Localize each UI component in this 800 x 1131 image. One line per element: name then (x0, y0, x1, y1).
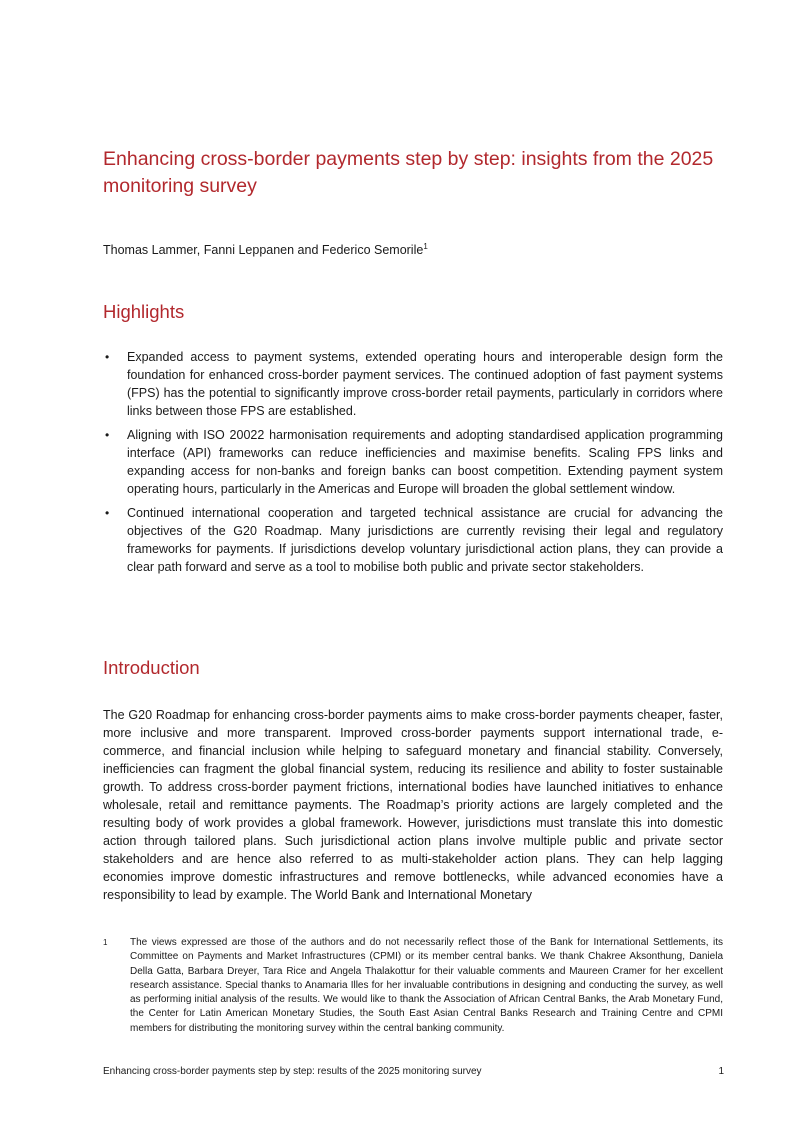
authors: Thomas Lammer, Fanni Leppanen and Federico Semorile (103, 243, 424, 257)
running-footer: Enhancing cross-border payments step by step: results of the 2025 monitoring survey (103, 1066, 482, 1077)
highlight-item (103, 426, 723, 498)
page-title: Enhancing cross-border payments step by step: insights from the 2025 monitoring survey (103, 148, 714, 197)
highlight-item (103, 504, 723, 576)
introduction-heading: Introduction (103, 657, 200, 678)
footnote-text: The views expressed are those of the authors and do not necessarily reflect those of the Bank for International Settlements, its Committee on Payments and Market Infrastructures (CPMI) or its member central banks. We thank Chakree Aksonthung, Daniela Della Gatta, Barbara Dreyer, Tara Rice and Angela Thalakottur for their valuable comments and Maureen Cramer for her excellent research assistance. Special thanks to Anamaria Illes for her invaluable contributions in designing and conducting the survey, as well as performing initial analysis of the results. We would like to thank the Association of African Central Banks, the Arab Monetary Fund, the Center for Latin American Monetary Studies, the South East Asian Central Banks Research and Training Centre and CPMI members for distributing the monitoring survey within the central banking community. (130, 937, 723, 1034)
bullet-icon: • (105, 506, 110, 520)
bullet-icon: • (105, 350, 110, 364)
highlight-text: Expanded access to payment systems, extended operating hours and interoperable design form the foundation for enhanced cross-border payment services. The continued adoption of fast payment systems (FPS) has the potential to significantly improve cross-border retail payments, particularly in corridors where links between those FPS are established. (127, 350, 723, 418)
highlights-heading: Highlights (103, 301, 185, 322)
footnote-ref[interactable]: 1 (423, 241, 428, 251)
page-number: 1 (718, 1066, 724, 1077)
footnote (103, 936, 723, 1036)
footnote-number: 1 (103, 938, 108, 947)
bullet-icon: • (105, 428, 110, 442)
introduction-paragraph: The G20 Roadmap for enhancing cross-border payments aims to make cross-border payments cheaper, faster, more inclusive and more transparent. Improved cross-border payments support international trade, e-commerce, and financial inclusion while helping to safeguard monetary and financial stability. Conversely, inefficiencies can fragment the global financial system, reducing its resilience and ability to foster sustainable growth. To address cross-border payment frictions, international bodies have launched initiatives to enhance wholesale, retail and remittance payments. The Roadmap’s priority actions are largely completed and the resulting body of work provides a global framework. However, jurisdictions must translate this into domestic action through tailored plans. Such jurisdictional action plans involve multiple public and private sector stakeholders and are hence also referred to as multi-stakeholder action plans. They can help lagging economies improve domestic infrastructures and remove bottlenecks, while advanced economies have a responsibility to lead by example. The World Bank and International Monetary (103, 708, 723, 902)
highlights-list (103, 348, 723, 582)
author-line (103, 242, 723, 259)
highlight-text: Continued international cooperation and targeted technical assistance are crucial for advancing the objectives of the G20 Roadmap. Many jurisdictions are currently revising their legal and regulatory frameworks for payments. If jurisdictions develop voluntary jurisdictional action plans, they can provide a clear path forward and serve as a tool to mobilise both public and private sector stakeholders. (127, 506, 723, 574)
highlight-text: Aligning with ISO 20022 harmonisation requirements and adopting standardised application programming interface (API) frameworks can reduce inefficiencies and maximise benefits. Scaling FPS links and expanding access for non-banks and foreign banks can boost competition. Extending payment system operating hours, particularly in the Americas and Europe will broaden the global settlement window. (127, 428, 723, 496)
highlight-item (103, 348, 723, 420)
